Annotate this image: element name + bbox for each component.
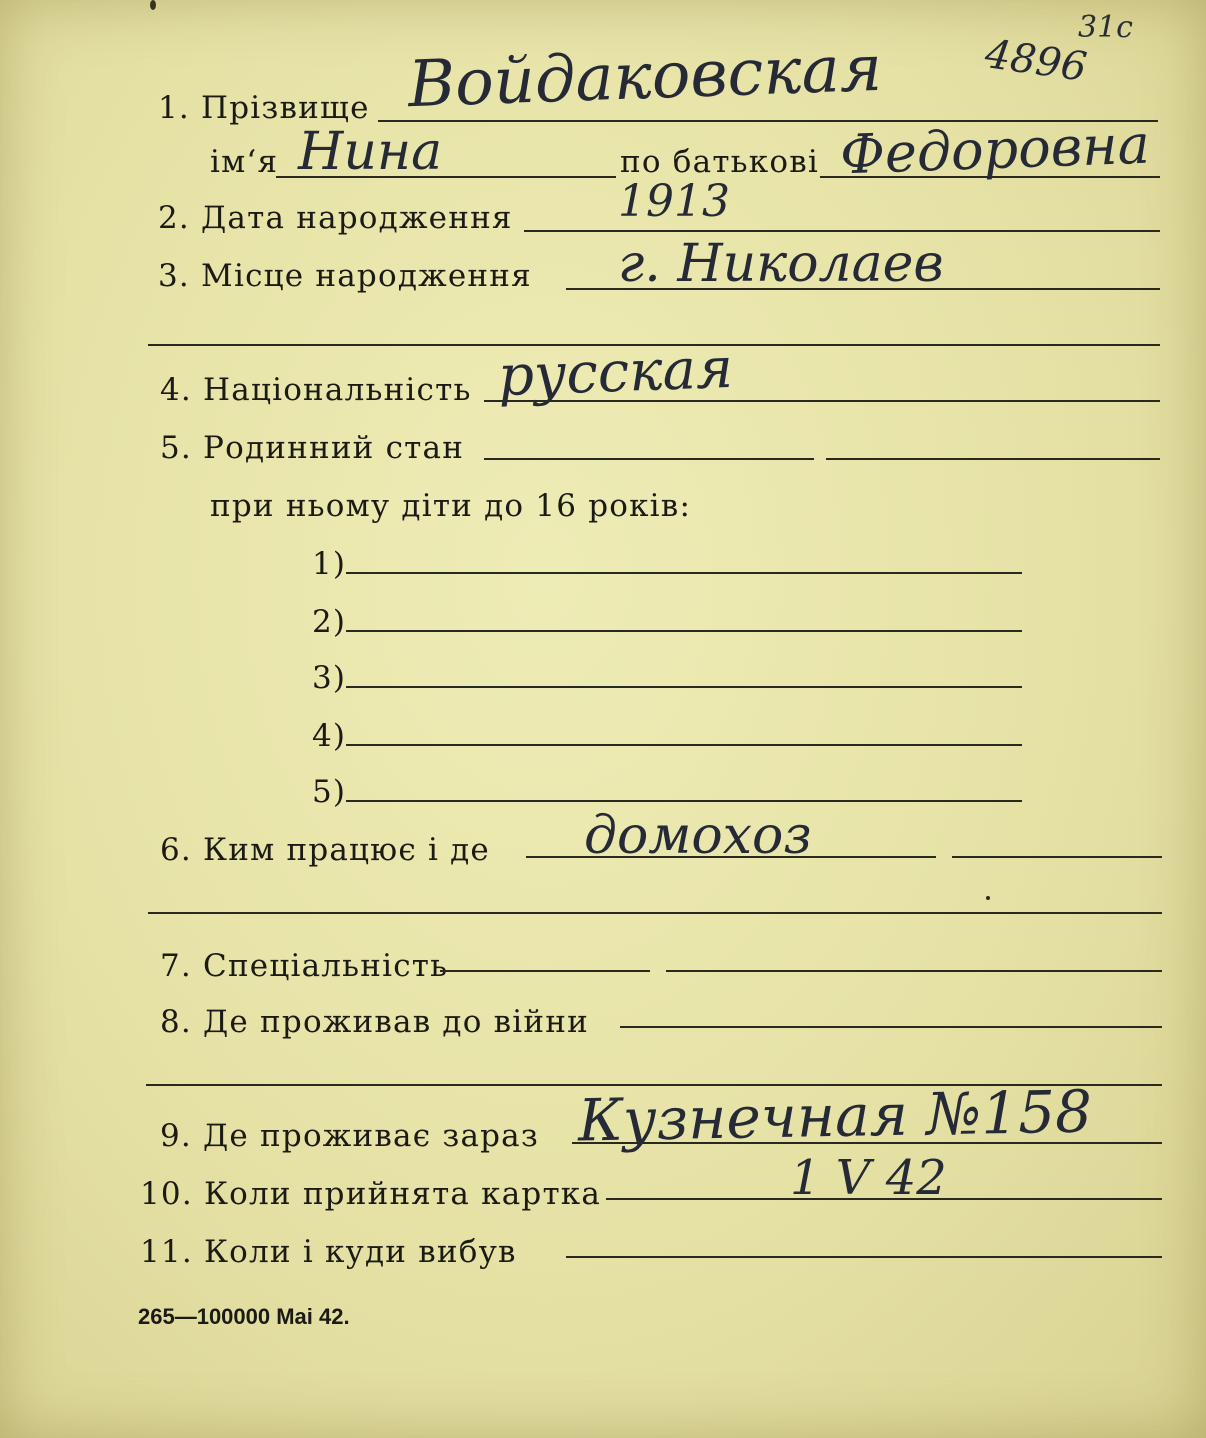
current-residence-handwritten: Кузнечная №158 xyxy=(577,1077,1093,1155)
departure-label: 11. Коли і куди вибув xyxy=(140,1234,517,1270)
nationality-handwritten: русская xyxy=(496,335,735,410)
print-code: 265—100000 Mai 42. xyxy=(138,1304,350,1329)
birth-date-handwritten: 1913 xyxy=(618,176,730,227)
children-label: при ньому діти до 16 років: xyxy=(210,488,692,524)
marital-status-line-b xyxy=(826,458,1160,460)
ink-speck xyxy=(986,896,990,900)
surname-label: 1. Прізвище xyxy=(158,90,370,126)
current-residence-label: 9. Де проживає зараз xyxy=(160,1118,539,1154)
child-line-5 xyxy=(346,800,1022,802)
nationality-label: 4. Національність xyxy=(160,372,472,408)
specialty-line-a xyxy=(440,970,650,972)
birth-place-handwritten: г. Николаев xyxy=(618,234,944,294)
card-accepted-label: 10. Коли прийнята картка xyxy=(140,1176,602,1212)
child-number-4: 4) xyxy=(312,718,347,754)
first-name-label: ім‘я xyxy=(210,144,279,180)
child-line-3 xyxy=(346,686,1022,688)
child-line-1 xyxy=(346,572,1022,574)
work-line-b xyxy=(952,856,1162,858)
birth-date-line xyxy=(524,230,1160,232)
surname-handwritten: Войдаковская xyxy=(406,31,884,123)
specialty-label: 7. Спеціальність xyxy=(160,948,449,984)
work-label: 6. Ким працює і де xyxy=(160,832,490,868)
marital-status-line-a xyxy=(484,458,814,460)
card-number-handwritten: 4896 xyxy=(982,31,1090,91)
child-number-1: 1) xyxy=(312,546,347,582)
patronymic-label: по батькові xyxy=(620,144,819,180)
specialty-line-b xyxy=(666,970,1162,972)
birth-date-label: 2. Дата народження xyxy=(158,200,513,236)
marital-status-label: 5. Родинний стан xyxy=(160,430,465,466)
card-accepted-handwritten: 1 V 42 xyxy=(790,1150,947,1206)
child-number-3: 3) xyxy=(312,660,347,696)
birth-place-label: 3. Місце народження xyxy=(158,258,532,294)
prewar-residence-label: 8. Де проживав до війни xyxy=(160,1004,589,1040)
departure-line xyxy=(566,1256,1162,1258)
first-name-handwritten: Нина xyxy=(298,122,443,182)
work-handwritten: домохоз xyxy=(584,806,812,866)
card-number-extra-handwritten: 31c xyxy=(1078,10,1133,45)
child-number-2: 2) xyxy=(312,604,347,640)
prewar-residence-line xyxy=(620,1026,1162,1028)
child-line-4 xyxy=(346,744,1022,746)
work-line-2 xyxy=(148,912,1162,914)
child-number-5: 5) xyxy=(312,774,347,810)
child-line-2 xyxy=(346,630,1022,632)
patronymic-handwritten: Федоровна xyxy=(838,112,1151,187)
ink-speck xyxy=(150,0,156,10)
